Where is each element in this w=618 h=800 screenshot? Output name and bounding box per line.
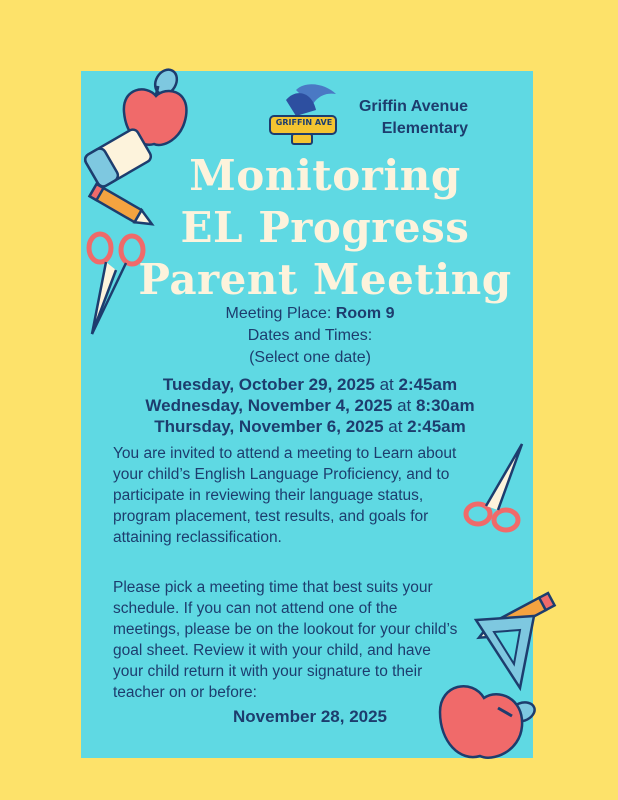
meeting-place-label: Meeting Place: [225, 305, 336, 322]
apple-icon [432, 668, 542, 768]
date-item [90, 395, 530, 416]
title-line3: Parent Meeting [138, 255, 512, 304]
dates-note: (Select one date) [249, 349, 371, 366]
date-time: 8:30am [415, 396, 475, 415]
date-time: 2:45am [398, 375, 458, 394]
school-name [340, 96, 468, 140]
date-text: Thursday, November 6, 2025 [154, 417, 384, 436]
dates-label: Dates and Times: [247, 327, 373, 344]
logo-text: GRIFFIN AVE [275, 118, 333, 127]
date-text: Wednesday, November 4, 2025 [145, 396, 393, 415]
title-line2: EL Progress [180, 203, 470, 252]
date-at: at [392, 396, 416, 415]
date-at: at [374, 375, 399, 394]
date-text: Tuesday, October 29, 2025 [162, 375, 375, 394]
meeting-info [180, 303, 440, 369]
deadline-date: November 28, 2025 [232, 707, 388, 726]
date-item [90, 374, 530, 395]
meeting-dates [90, 374, 530, 437]
page-title [120, 150, 530, 306]
meeting-place [180, 303, 440, 325]
instructions-paragraph: Please pick a meeting time that best suits your schedule. If you can not attend one of the meetings, please be on the lookout for your child’s goal sheet. Review it with your child, and have your child return it with your signature to their teacher on or before: [113, 579, 458, 701]
scissors-icon [456, 436, 536, 536]
date-time: 2:45am [407, 417, 466, 436]
date-at: at [383, 417, 408, 436]
date-item [90, 416, 530, 437]
invitation-paragraph: You are invited to attend a meeting to Learn about your child’s English Language Proficiency, and to participate in reviewing their language status, program placement, test results, and goals for attaining reclassification. [113, 445, 457, 546]
meeting-place-value: Room 9 [335, 305, 395, 322]
school-logo [266, 80, 346, 150]
school-name-line1: Griffin Avenue [358, 98, 468, 115]
title-line1: Monitoring [189, 151, 461, 200]
school-name-line2: Elementary [381, 120, 468, 137]
